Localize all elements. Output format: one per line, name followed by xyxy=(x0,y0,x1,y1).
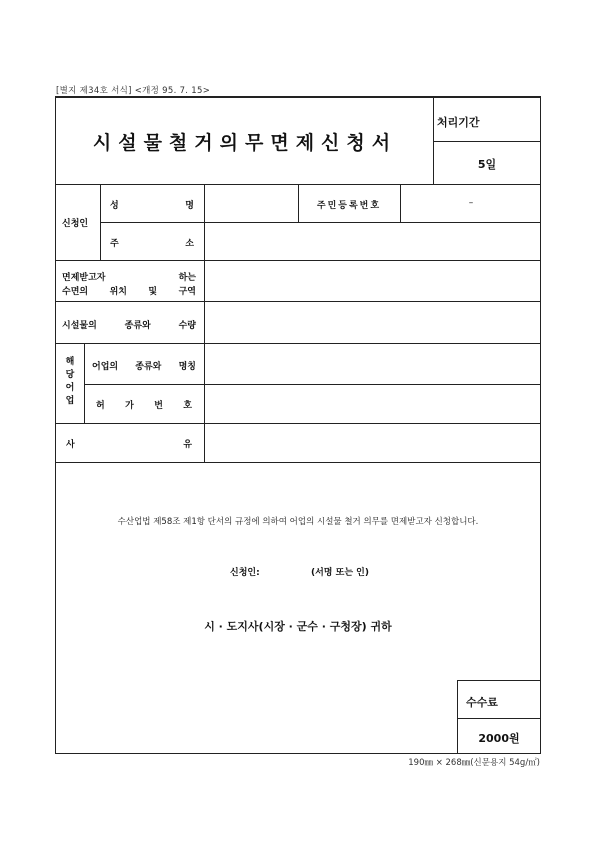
form-title: 시설물철거의무면제신청서 xyxy=(92,132,398,154)
resident-number-field[interactable]: – xyxy=(468,198,474,208)
reason-row-bottom xyxy=(55,462,541,463)
paper-spec-note: 190㎜ × 268㎜(신문용지 54g/㎡) xyxy=(408,758,540,768)
applicant-sign-field[interactable] xyxy=(262,560,308,578)
table-bottom-border xyxy=(55,753,541,754)
label-column-divider xyxy=(204,184,205,462)
fee-label: 수수료 xyxy=(466,696,498,709)
name-row-bottom xyxy=(100,222,541,223)
fee-value: 2000원 xyxy=(478,732,520,745)
fishery-type-field[interactable] xyxy=(206,345,539,383)
address-label: 주 소 xyxy=(110,239,194,249)
processing-divider xyxy=(433,141,541,142)
fee-box-top xyxy=(457,680,541,681)
address-field[interactable] xyxy=(206,224,539,259)
address-row-bottom xyxy=(55,260,541,261)
declaration-text: 수산업법 제58조 제1항 단서의 규정에 의하여 어업의 시설물 철거 의무를 면제받고자 신청합니다. xyxy=(117,517,479,527)
fishery-type-row-bottom xyxy=(84,384,541,385)
applicant-sign-label: 신청인: xyxy=(230,568,260,578)
location-label-line2: 수면의 위치 및 구역 xyxy=(62,287,196,297)
fishery-label: 해 당 어 업 xyxy=(65,357,75,406)
facility-label: 시설물의 종류와 수량 xyxy=(62,321,196,331)
table-left-border xyxy=(55,96,56,754)
license-row-bottom xyxy=(55,423,541,424)
fishery-label-divider xyxy=(84,343,85,423)
name-field[interactable] xyxy=(206,186,297,221)
signature-note: (서명 또는 인) xyxy=(311,568,369,578)
form-number-note: [별지 제34호 서식] <개정 95. 7. 15> xyxy=(56,86,211,96)
reason-field[interactable] xyxy=(206,425,539,461)
id-value-divider xyxy=(400,184,401,222)
location-row-bottom xyxy=(55,301,541,302)
license-number-field[interactable] xyxy=(206,386,539,422)
fee-box-divider xyxy=(457,718,541,719)
table-top-border xyxy=(55,96,541,98)
name-label: 성 명 xyxy=(110,201,194,211)
resident-number-label: 주민등록번호 xyxy=(316,201,382,211)
license-number-label: 허 가 번 호 xyxy=(96,401,192,411)
table-right-border xyxy=(540,96,541,754)
reason-label: 사 유 xyxy=(66,440,192,450)
addressee: 시 · 도지사(시장 · 군수 · 구청장) 귀하 xyxy=(204,620,392,633)
processing-period-value: 5일 xyxy=(477,158,497,171)
fishery-type-label: 어업의 종류와 명칭 xyxy=(92,362,196,372)
name-id-divider xyxy=(298,184,299,222)
location-field[interactable] xyxy=(206,262,539,300)
location-label-line1: 면제받고자 하는 xyxy=(62,273,196,283)
applicant-label: 신청인 xyxy=(62,219,89,229)
processing-period-label: 처리기간 xyxy=(437,116,480,129)
facility-field[interactable] xyxy=(206,303,539,342)
facility-row-bottom xyxy=(55,343,541,344)
